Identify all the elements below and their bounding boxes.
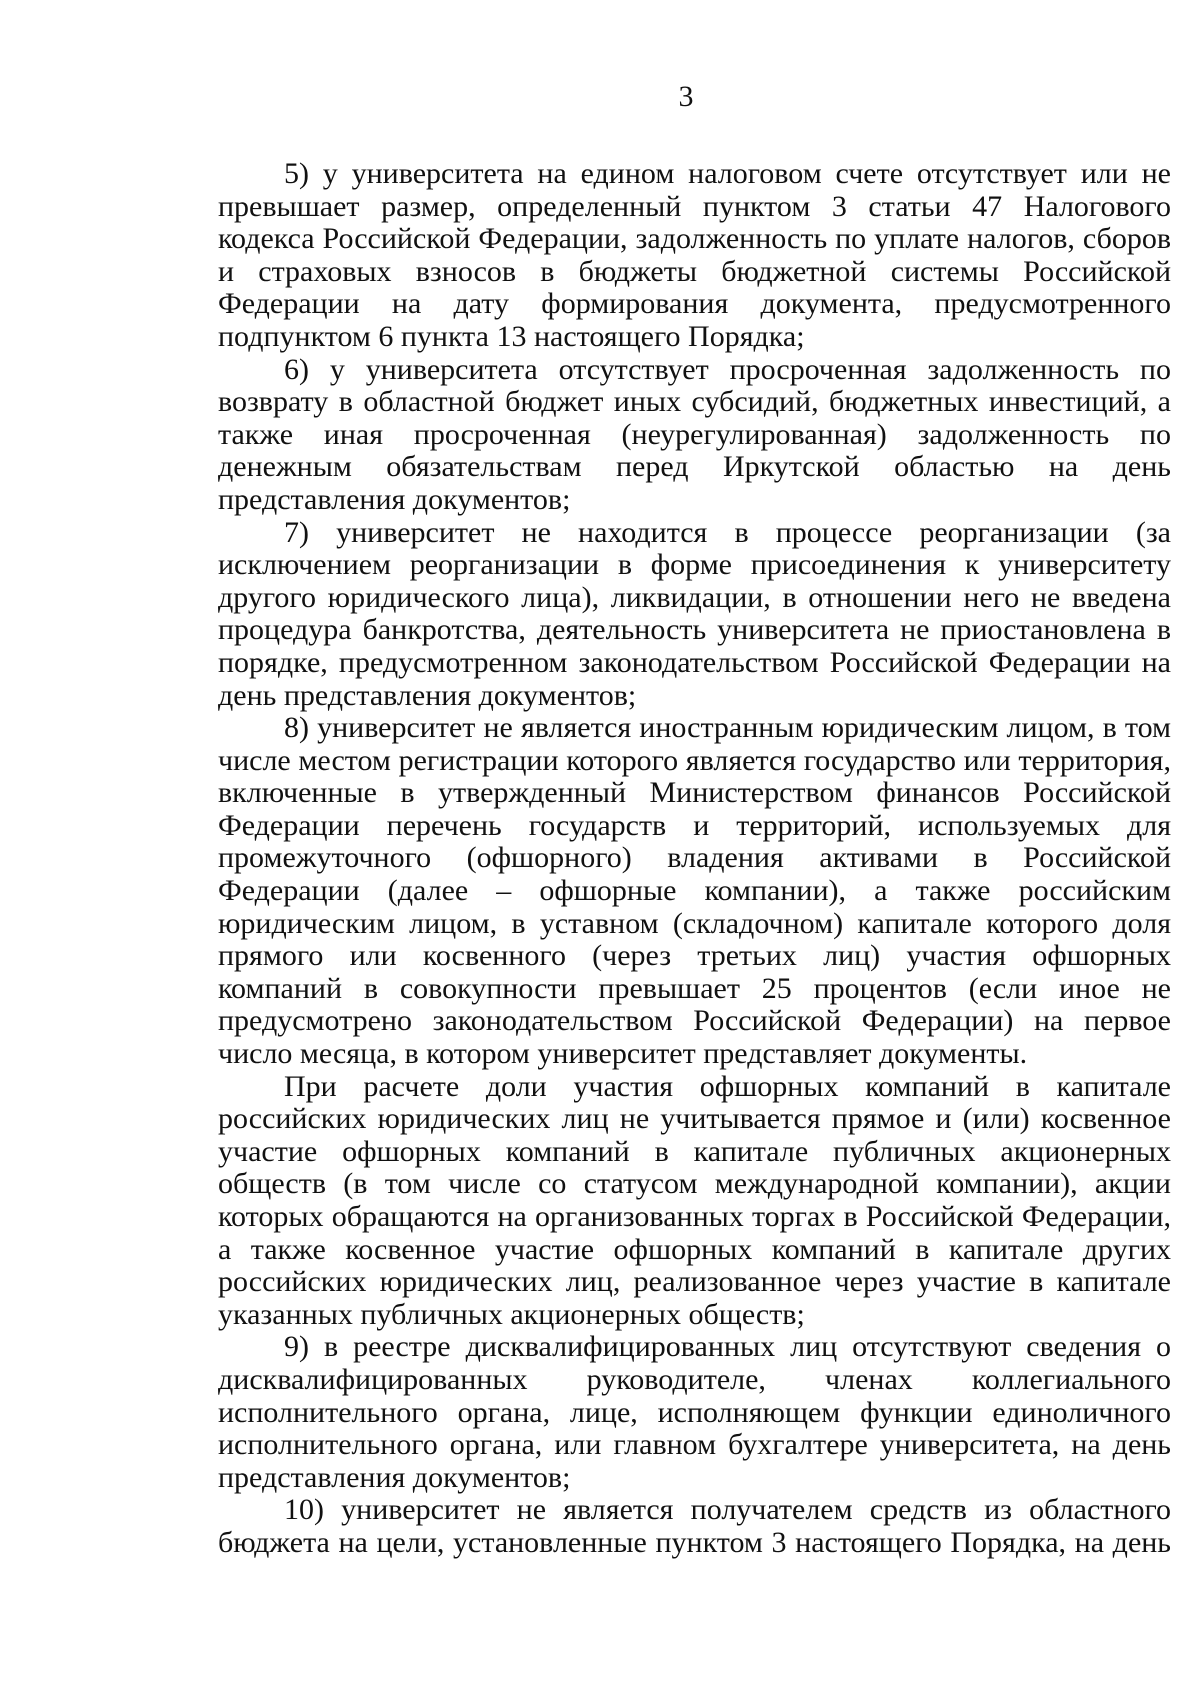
- paragraph-item-9: 9) в реестре дисквалифицированных лиц отсутствуют сведения о дисквалифицированных руководителе, членах коллегиального исполнительного органа, лице, исполняющем функции единоличного исполнительного органа, или главном бухгалтере университета, на день представления документов;: [218, 1330, 1171, 1494]
- page-number: 3: [678, 80, 694, 113]
- paragraph-item-8: 8) университет не является иностранным юридическим лицом, в том числе местом регистрации которого является государство или территория, включенные в утвержденный Министерством финансов Российской Федерации перечень государств и территорий, используемых для промежуточного (офшорного) владения активами в Российской Федерации (далее – офшорные компании), а также российским юридическим лицом, в уставном (складочном) капитале которого доля прямого или косвенного (через третьих лиц) участия офшорных компаний в совокупности превышает 25 процентов (если иное не предусмотрено законодательством Российской Федерации) на первое число месяца, в котором университет представляет документы.: [218, 711, 1171, 1071]
- paragraph-item-5: 5) у университета на едином налоговом счете отсутствует или не превышает размер, определенный пунктом 3 статьи 47 Налогового кодекса Российской Федерации, задолженность по уплате налогов, сборов и страховых взносов в бюджеты бюджетной системы Российской Федерации на дату формирования документа, предусмотренного подпунктом 6 пункта 13 настоящего Порядка;: [218, 157, 1171, 353]
- paragraph-item-10: 10) университет не является получателем средств из областного бюджета на цели, установленные пунктом 3 настоящего Порядка, на день: [218, 1493, 1171, 1559]
- paragraph-item-6: 6) у университета отсутствует просроченная задолженность по возврату в областной бюджет иных субсидий, бюджетных инвестиций, а также иная просроченная (неурегулированная) задолженность по денежным обязательствам перед Иркутской областью на день представления документов;: [218, 352, 1171, 516]
- paragraph-offshore-calculation: При расчете доли участия офшорных компаний в капитале российских юридических лиц не учитывается прямое и (или) косвенное участие офшорных компаний в капитале публичных акционерных обществ (в том числе со статусом международной компании), акции которых обращаются на организованных торгах в Российской Федерации, а также косвенное участие офшорных компаний в капитале других российских юридических лиц, реализованное через участие в капитале указанных публичных акционерных обществ;: [218, 1069, 1171, 1331]
- document-body: [218, 158, 1171, 1560]
- paragraph-item-7: 7) университет не находится в процессе реорганизации (за исключением реорганизации в форме присоединения к университету другого юридического лица), ликвидации, в отношении него не введена процедура банкротства, деятельность университета не приостановлена в порядке, предусмотренном законодательством Российской Федерации на день представления документов;: [218, 515, 1171, 712]
